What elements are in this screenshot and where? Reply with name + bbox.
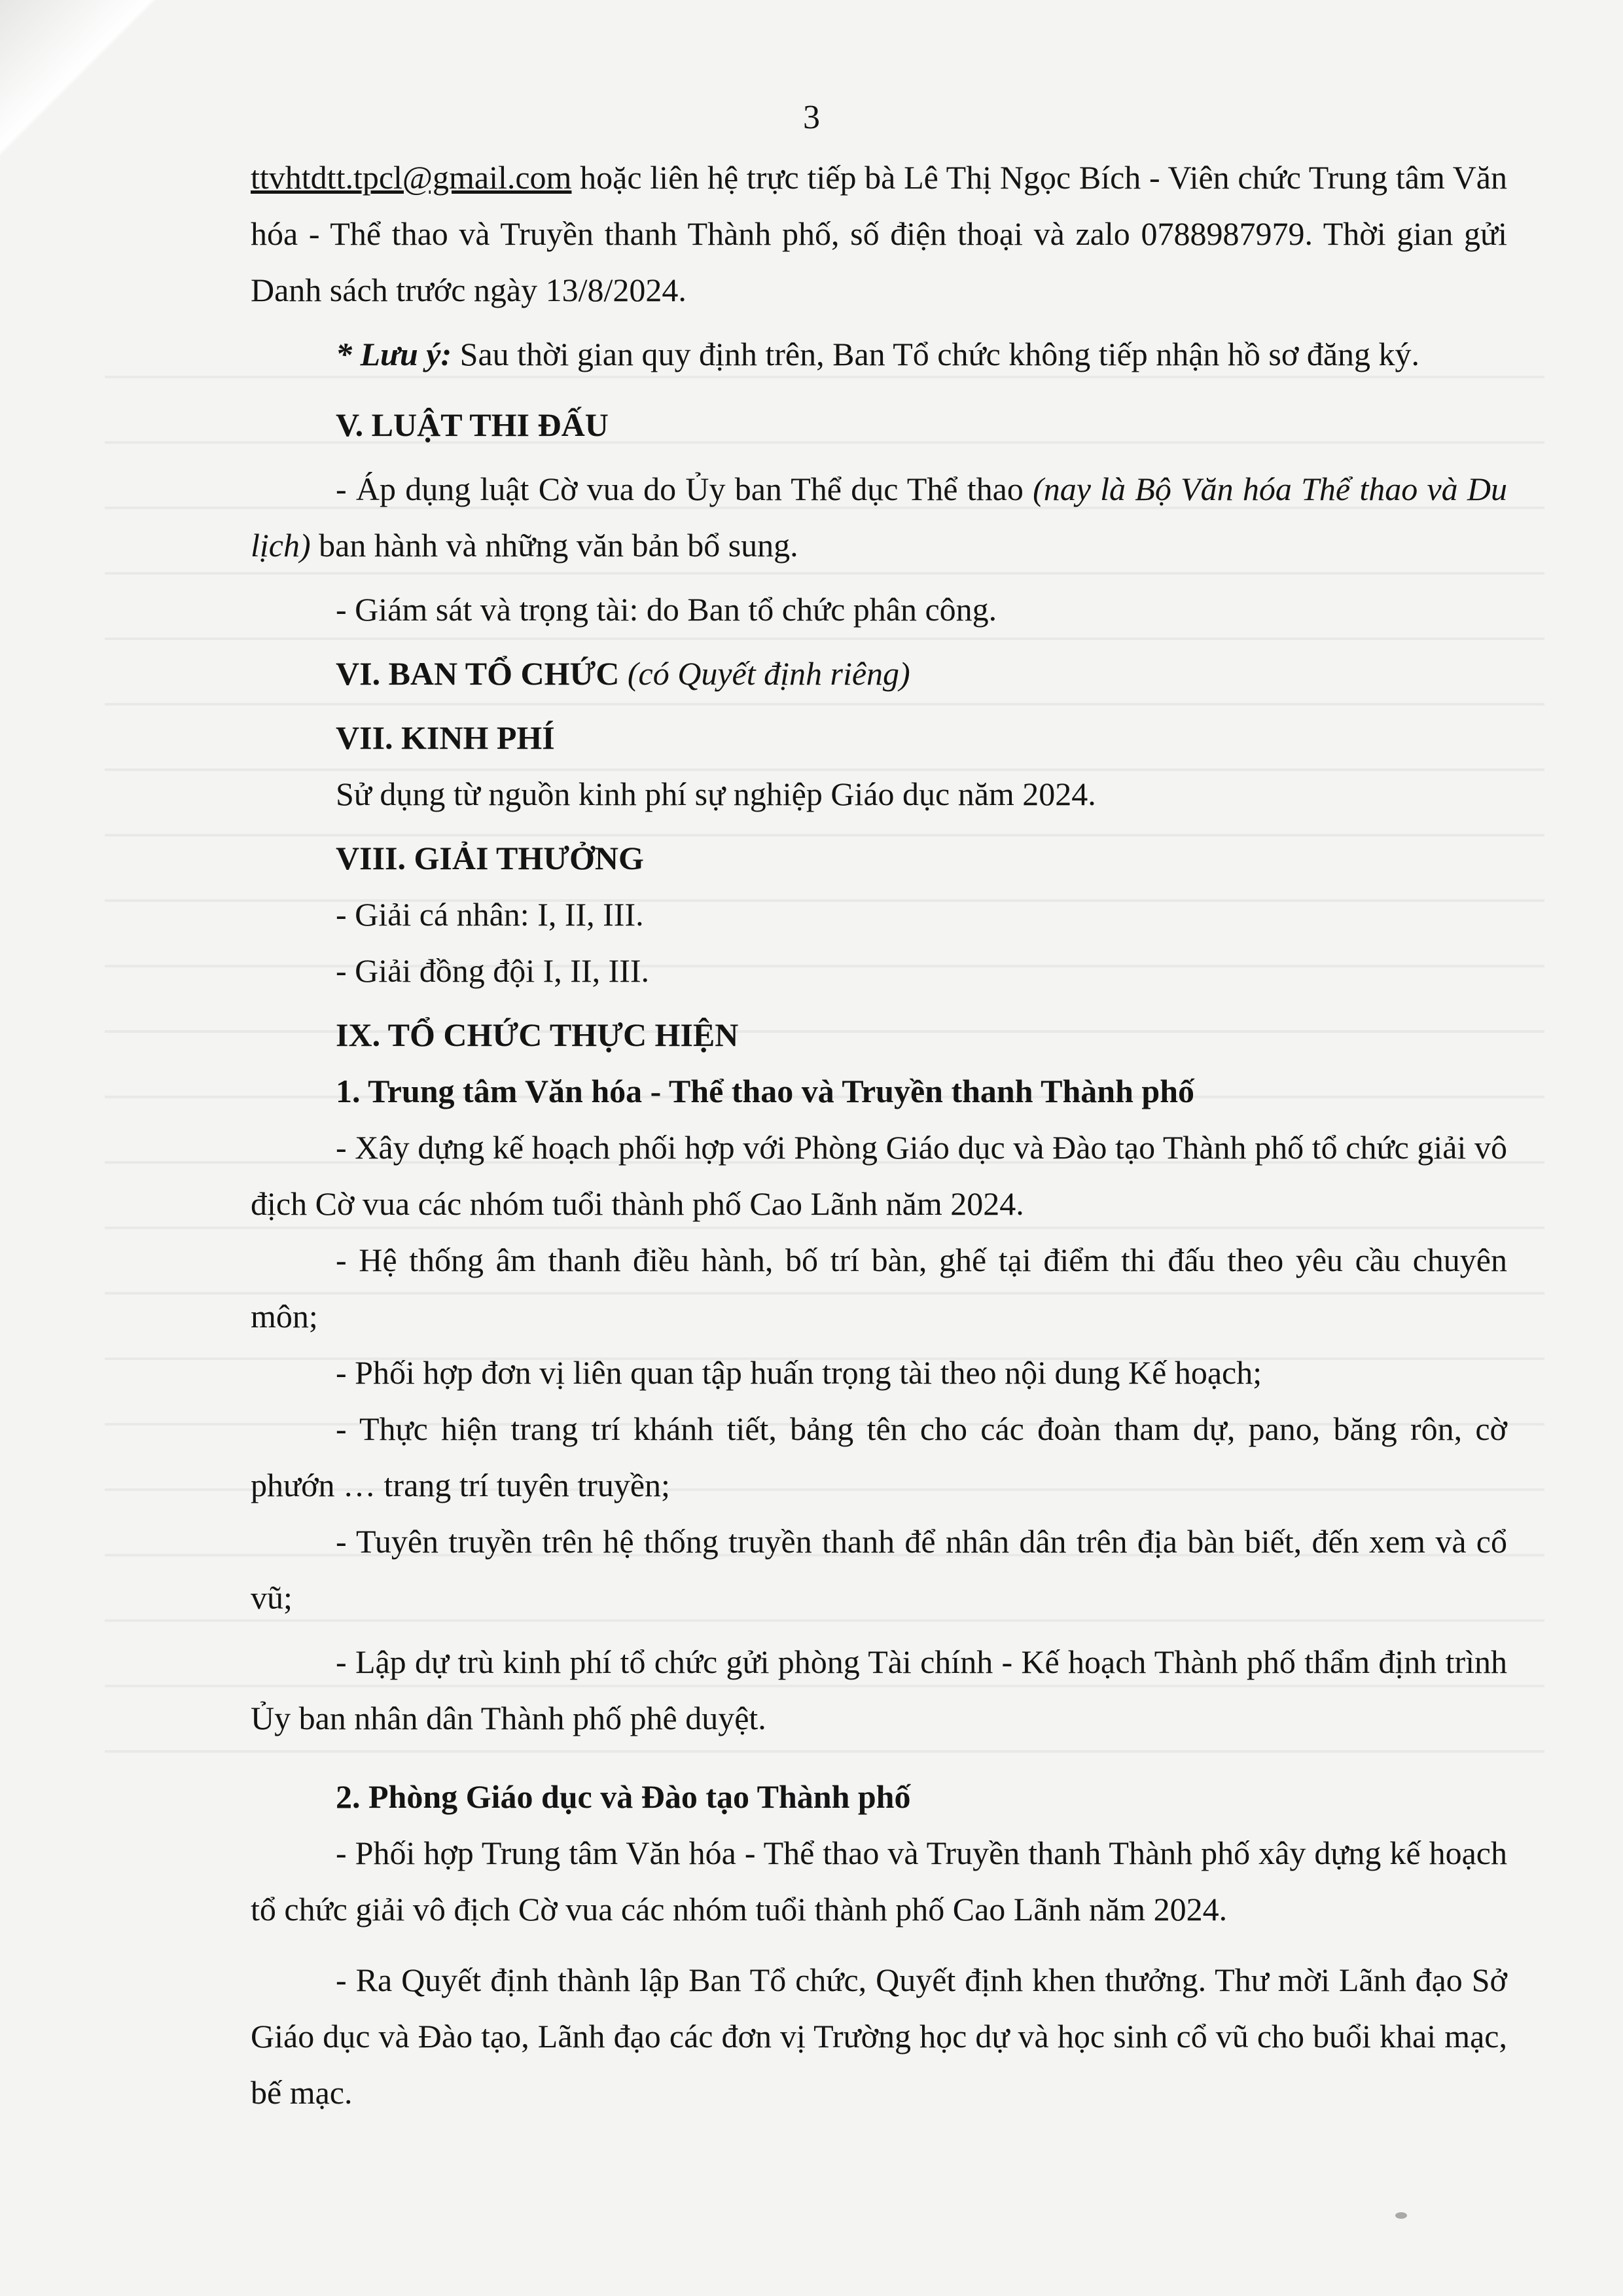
section-viii-item-1: - Giải cá nhân: I, II, III. (336, 896, 644, 933)
section-ix-heading: IX. TỔ CHỨC THỰC HIỆN (336, 1016, 739, 1053)
note-paragraph (251, 326, 1507, 382)
list-item: - Hệ thống âm thanh điều hành, bố trí bàn, ghế tại điểm thi đấu theo yêu cầu chuyên môn; (251, 1242, 1507, 1335)
section-vi-note: (có Quyết định riêng) (619, 655, 910, 692)
scan-speck (1395, 2212, 1407, 2219)
section-viii-item-2: - Giải đồng đội I, II, III. (336, 952, 650, 989)
list-item: - Tuyên truyền trên hệ thống truyền thanh để nhân dân trên địa bàn biết, đến xem và cổ vũ; (251, 1523, 1507, 1616)
section-v-item-1 (251, 461, 1507, 573)
contact-paragraph (251, 149, 1507, 318)
section-v-item-1-text: - Áp dụng luật Cờ vua do Ủy ban Thể dục Thể thao (336, 471, 1033, 507)
document-body (251, 149, 1507, 2121)
section-ix-sub1-heading: 1. Trung tâm Văn hóa - Thể thao và Truyền thanh Thành phố (336, 1073, 1195, 1109)
page-number: 3 (803, 99, 820, 136)
section-v-item-1-tail: ban hành và những văn bản bổ sung. (310, 527, 798, 564)
list-item: - Phối hợp đơn vị liên quan tập huấn trọng tài theo nội dung Kế hoạch; (336, 1354, 1262, 1391)
section-v-item-1-italic: (nay là Bộ Văn hóa Thể thao và Du lịch) (251, 471, 1507, 564)
section-v-heading: V. LUẬT THI ĐẤU (336, 406, 609, 443)
list-item: - Lập dự trù kinh phí tổ chức gửi phòng Tài chính - Kế hoạch Thành phố thẩm định trình Ủy ban nhân dân Thành phố phê duyệt. (251, 1643, 1507, 1736)
email-link[interactable]: ttvhtdtt.tpcl@gmail.com (251, 159, 572, 196)
section-v-item-2: - Giám sát và trọng tài: do Ban tổ chức phân công. (336, 591, 997, 628)
section-vi-title: VI. BAN TỔ CHỨC (336, 655, 620, 692)
section-vii-heading: VII. KINH PHÍ (336, 719, 555, 756)
list-item: - Xây dựng kế hoạch phối hợp với Phòng Giáo dục và Đào tạo Thành phố tổ chức giải vô địch Cờ vua các nhóm tuổi thành phố Cao Lãnh năm 2024. (251, 1129, 1507, 1222)
section-ix-sub2-heading: 2. Phòng Giáo dục và Đào tạo Thành phố (336, 1778, 911, 1815)
note-text: Sau thời gian quy định trên, Ban Tổ chức không tiếp nhận hồ sơ đăng ký. (452, 336, 1420, 372)
note-label: * Lưu ý: (336, 336, 452, 372)
section-viii-heading: VIII. GIẢI THƯỞNG (336, 840, 644, 876)
contact-text: hoặc liên hệ trực tiếp bà Lê Thị Ngọc Bích - Viên chức Trung tâm Văn hóa - Thể thao và Truyền thanh Thành phố, số điện thoại và zalo 0788987979. Thời gian gửi Danh sách trước ngày 13/8/2024. (251, 159, 1507, 308)
section-vii-text: Sử dụng từ nguồn kinh phí sự nghiệp Giáo dục năm 2024. (336, 776, 1096, 812)
list-item: - Phối hợp Trung tâm Văn hóa - Thể thao và Truyền thanh Thành phố xây dựng kế hoạch tổ chức giải vô địch Cờ vua các nhóm tuổi thành phố Cao Lãnh năm 2024. (251, 1835, 1507, 1928)
list-item: - Thực hiện trang trí khánh tiết, bảng tên cho các đoàn tham dự, pano, băng rôn, cờ phướn … trang trí tuyên truyền; (251, 1410, 1507, 1503)
section-vi-heading (251, 645, 1507, 702)
list-item: - Ra Quyết định thành lập Ban Tổ chức, Quyết định khen thưởng. Thư mời Lãnh đạo Sở Giáo dục và Đào tạo, Lãnh đạo các đơn vị Trường học dự và học sinh cổ vũ cho buổi khai mạc, bế mạc. (251, 1962, 1507, 2111)
